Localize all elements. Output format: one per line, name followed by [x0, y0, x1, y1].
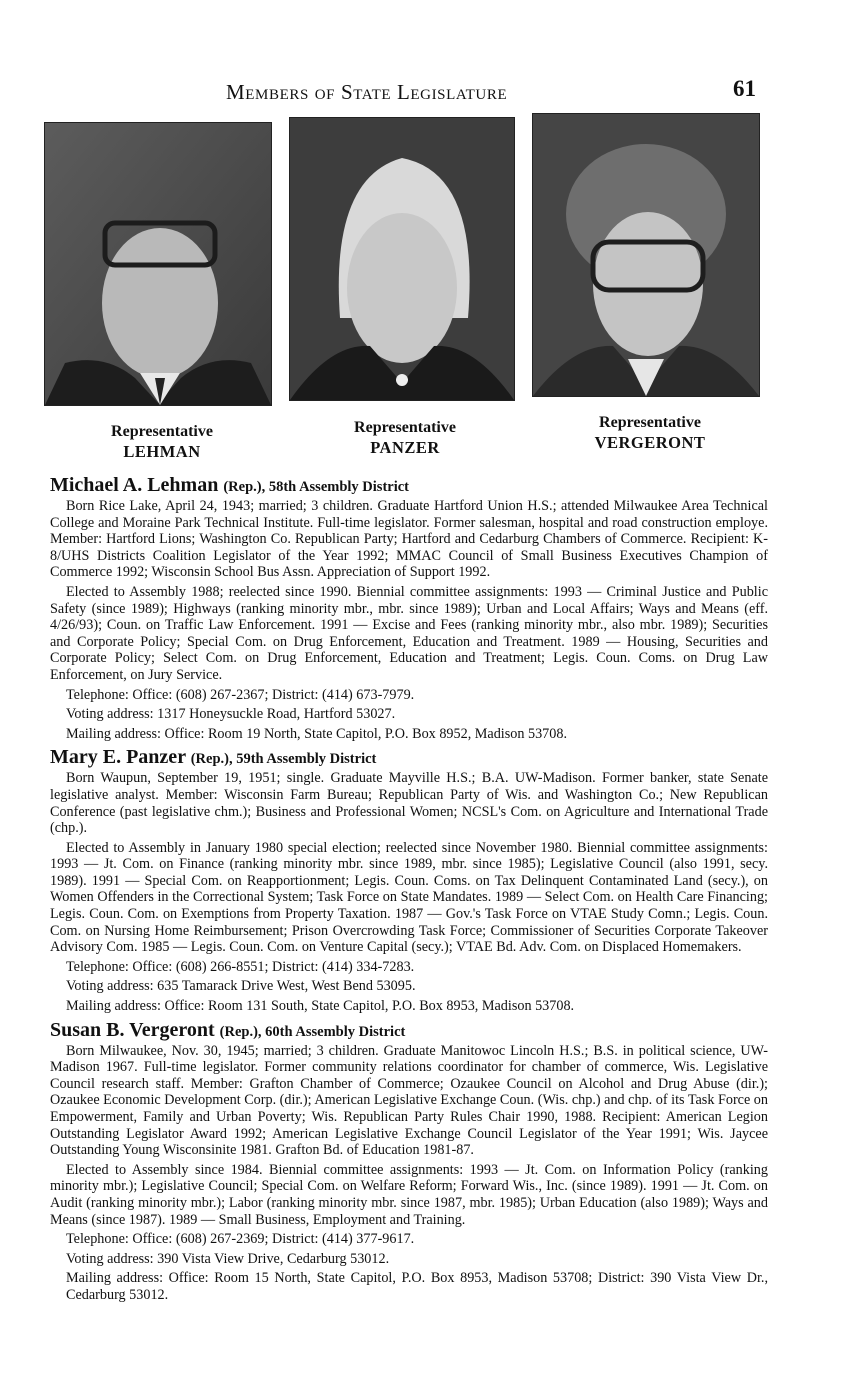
portrait-photo-lehman	[44, 122, 272, 406]
caption-title: Representative	[111, 423, 213, 440]
telephone-line: Telephone: Office: (608) 266-8551; District: (414) 334-7283.	[66, 958, 415, 975]
mailing-address: Mailing address: Office: Room 131 South, State Capitol, P.O. Box 8953, Madison 53708.	[66, 998, 575, 1015]
bio-heading	[50, 746, 768, 770]
voting-address: Voting address: 390 Vista View Drive, Cedarburg 53012.	[66, 1250, 390, 1267]
caption-surname: PANZER	[370, 438, 440, 457]
bio-paragraph: Born Milwaukee, Nov. 30, 1945; married; 3 children. Graduate Manitowoc Lincoln H.S.; B.S. in political science, UW-Madison 1967. Full-time legislator. Former community relations coordinator for chamber of commerce, Wis. Legislative Council research staff. Member: Grafton Chamber of Commerce; Ozaukee Council on Alcohol and Drug Abuse (dir.); Ozaukee Economic Development Corp. (dir.); American Legislative Exchange Coun. (Wis. chp.) and chp. of its Task Force on Empowerment, Family and Urban Poverty; Wis. Republican Party Rules Chair 1990, 1988. Recipient: American Legion Outstanding Legislator Award 1992; American Legislative Exchange Council Legislator of the Year 1991; Wis. Jaycee Outstanding Young Wisconsinite 1981. Grafton Bd. of Education 1981-87.	[50, 1042, 768, 1159]
caption-surname: LEHMAN	[123, 442, 201, 461]
bio-heading	[50, 474, 768, 498]
mailing-address: Mailing address: Office: Room 19 North, State Capitol, P.O. Box 8952, Madison 53708.	[66, 725, 568, 742]
running-head: Members of State Legislature	[226, 80, 508, 104]
member-district: (Rep.), 59th Assembly District	[190, 751, 377, 768]
caption-title: Representative	[599, 414, 701, 431]
voting-address: Voting address: 635 Tamarack Drive West, West Bend 53095.	[66, 978, 416, 995]
voting-address: Voting address: 1317 Honeysuckle Road, Hartford 53027.	[66, 706, 396, 723]
member-district: (Rep.), 60th Assembly District	[219, 1023, 406, 1040]
member-district: (Rep.), 58th Assembly District	[223, 479, 410, 495]
portrait-caption-panzer	[305, 418, 505, 458]
member-name: Susan B. Vergeront	[50, 1018, 215, 1041]
member-name: Mary E. Panzer	[50, 746, 186, 769]
portrait-caption-vergeront	[550, 413, 750, 453]
bio-panzer	[50, 746, 768, 1014]
bio-paragraph: Born Rice Lake, April 24, 1943; married; 3 children. Graduate Hartford Union H.S.; attended Milwaukee Area Technical College and Moraine Park Technical Institute. Full-time legislator. Former salesman, hospital and road construction employe. Member: Hartford Lions; Washington Co. Republican Party; Hartford and Cedarburg Chambers of Commerce. Recipient: K-8/UHS Districts Coalition Legislator of the Year 1992; MMAC Council of Small Business Executives Champion of Commerce 1992; Wisconsin School Bus Assn. Appreciation of Support 1992.	[50, 498, 768, 581]
member-name: Michael A. Lehman	[50, 474, 219, 496]
portrait-caption-lehman	[62, 422, 262, 462]
telephone-line: Telephone: Office: (608) 267-2369; District: (414) 377-9617.	[66, 1231, 415, 1248]
bio-paragraph: Elected to Assembly in January 1980 special election; reelected since November 1980. Biennial committee assignments: 1993 — Jt. Com. on Finance (ranking minority mbr. since 1989, mbr. since 1985); Legislative Council (also 1991, secy. 1989). 1991 — Special Com. on Reapportionment; Legis. Coun. Coms. on Tax Delinquent Contaminated Land (secy.), on Women Offenders in the Correctional System; Task Force on State Mandates. 1989 — Select Com. on Health Care Financing; Legis. Coun. Com. on Exemptions from Property Taxation. 1987 — Gov.'s Task Force on VTAE Study Comn.; Legis. Coun. Com. on Nursing Home Reimbursement; Prison Overcrowding Task Force; Commissioner of Securities Corporate Takeover Advisory Com. 1985 — Legis. Coun. Com. on Venture Capital (secy.); VTAE Bd. Adv. Com. on Displaced Homemakers.	[50, 839, 768, 956]
bio-heading	[50, 1019, 768, 1043]
bio-paragraph: Elected to Assembly 1988; reelected since 1990. Biennial committee assignments: 1993 — Criminal Justice and Public Safety (since 1989); Highways (ranking minority mbr., mbr. since 1989); Urban and Local Affairs; Ways and Means (eff. 4/26/93); Coun. on Traffic Law Enforcement. 1991 — Excise and Fees (ranking minority mbr., also mbr. 1989); Securities and Corporate Policy; Special Com. on Drug Enforcement, Education and Treatment. 1989 — Housing, Securities and Corporate Policy; Select Com. on Drug Enforcement, Education and Treatment; Legis. Coun. Coms. on Drug Law Enforcement, on Jury Service.	[50, 583, 768, 683]
mailing-address: Mailing address: Office: Room 15 North, State Capitol, P.O. Box 8953, Madison 53708; District: 390 Vista View Dr., Cedarburg 53012.	[66, 1270, 768, 1303]
portrait-photo-panzer	[289, 117, 515, 401]
bio-vergeront	[50, 1019, 768, 1304]
caption-surname: VERGERONT	[594, 433, 706, 452]
biographies	[50, 474, 768, 1307]
page-header	[0, 76, 859, 110]
bio-lehman	[50, 474, 768, 742]
bio-paragraph: Born Waupun, September 19, 1951; single. Graduate Mayville H.S.; B.A. UW-Madison. Former banker, state Senate legislative analyst. Member: Wisconsin Farm Bureau; Republican Party of Wis. and Washington Co.; New Republican Conference (past legislative chm.); Business and Professional Women; NCSL's Com. on Agriculture and International Trade (chp.).	[50, 770, 768, 837]
bio-paragraph: Elected to Assembly since 1984. Biennial committee assignments: 1993 — Jt. Com. on Information Policy (ranking minority mbr.); Legislative Council; Special Com. on Welfare Reform; Forward Wis., Inc. (since 1989). 1991 — Jt. Com. on Audit (ranking minority mbr.); Labor (ranking minority mbr. since 1987, mbr. 1985); Urban Education (also 1989); Ways and Means (since 1987). 1989 — Small Business, Employment and Training.	[50, 1161, 768, 1228]
telephone-line: Telephone: Office: (608) 267-2367; District: (414) 673-7979.	[66, 686, 415, 703]
caption-title: Representative	[354, 419, 456, 436]
portrait-photo-vergeront	[532, 113, 760, 397]
page-number: 61	[733, 76, 756, 101]
